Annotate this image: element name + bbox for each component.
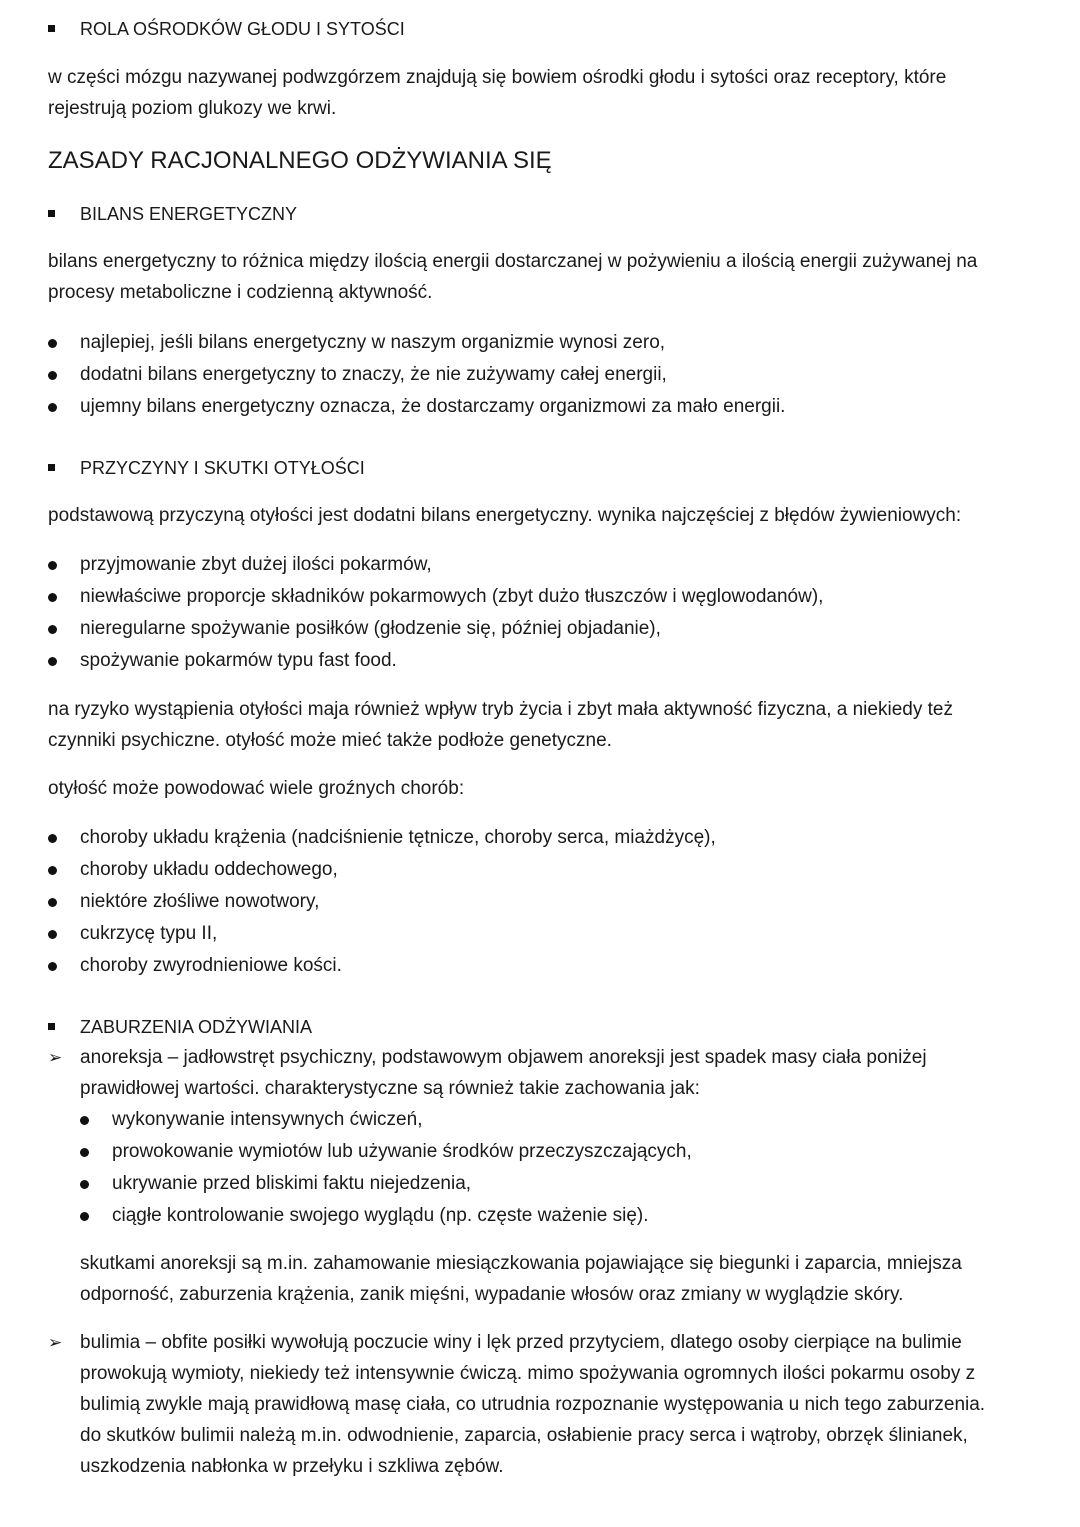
paragraph-line: do skutków bulimii należą m.in. odwodnienie, zaparcia, osłabienie pracy serca i wątroby, obrzęk ślinianek, [80,1425,968,1446]
square-bullet-icon [48,1023,55,1030]
bullet-dot-icon [48,403,57,412]
bullet-dot-icon [48,339,57,348]
bullet-dot-icon [48,962,57,971]
paragraph-line: rejestrują poziom glukozy we krwi. [48,98,337,119]
bullet-dot-icon [80,1212,89,1221]
document-page: ROLA OŚRODKÓW GŁODU I SYTOŚCI w części mózgu nazywanej podwzgórzem znajdują się bowiem ośrodki głodu i sytości oraz receptory, które rejestrują poziom glukozy we krwi. ZASADY RACJONALNEGO ODŻYWIANIA SIĘ BILANS ENERGETYCZNY bilans energetyczny to różnica między ilością energii dostarczanej w pożywieniu a ilością energii zużywanej na procesy metaboliczne i codzienną aktywność. najlepiej, jeśli bilans energetyczny w naszym organizmie wynosi zero, dodatni bilans energetyczny to znaczy, że nie zużywamy całej energii, ujemny bilans energetyczny oznacza, że dostarczamy organizmowi za mało energii. PRZYCZYNY I SKUTKI OTYŁOŚCI podstawową przyczyną otyłości jest dodatni bilans energetyczny. wynika najczęściej z błędów żywieniowych: przyjmowanie zbyt dużej ilości pokarmów, niewłaściwe proporcje składników pokarmowych (zbyt dużo tłuszczów i węglowodanów), nieregularne spożywanie posiłków (głodzenie się, później objadanie), spożywanie pokarmów typu fast food. na ryzyko wystąpienia otyłości maja również wpływ tryb życia i zbyt mała aktywność fizyczna, a niekiedy też czynniki psychiczne. otyłość może mieć także podłoże genetyczne. otyłość może powodować wiele groźnych chorób: choroby układu krążenia (nadciśnienie tętnicze, choroby serca, miażdżycę), choroby układu oddechowego, niektóre złośliwe nowotwory, cukrzycę typu II, choroby zwyrodnieniowe kości. ZABURZENIA ODŻYWIANIA ➢ anoreksja – jadłowstręt psychiczny, podstawowym objawem anoreksji jest spadek masy ciała poniżej prawidłowej wartości. charakterystyczne są również takie zachowania jak: wykonywanie intensywnych ćwiczeń, prowokowanie wymiotów lub używanie środków przeczyszczających, ukrywanie przed bliskimi faktu niejedzenia, ciągłe kontrolowanie swojego wyglądu (np. częste ważenie się). skutkami anoreksji są m.in. zahamowanie miesiączkowania pojawiające się biegunki i zaparcia, mniejsza odporność, zaburzenia krążenia, zanik mięśni, wypadanie włosów oraz zmiany w wyglądzie skóry. ➢ bulimia – obfite posiłki wywołują poczucie winy i lęk przed przytyciem, dlatego osoby cierpiące na bulimie prowokują wymioty, niekiedy też intensywnie ćwiczą. mimo spożywania ogromnych ilości pokarmu osoby z bulimią zwykle mają prawidłową masę ciała, co utrudnia rozpoznanie występowania u nich tego zaburzenia. do skutków bulimii należą m.in. odwodnienie, zaparcia, osłabienie pracy serca i wątroby, obrzęk ślinianek, uszkodzenia nabłonka w przełyku i szkliwa zębów. [48,19,986,1477]
paragraph-line: w części mózgu nazywanej podwzgórzem znajdują się bowiem ośrodki głodu i sytości oraz receptory, które [48,67,947,88]
paragraph-line: prawidłowej wartości. charakterystyczne są również takie zachowania jak: [80,1078,700,1099]
square-bullet-icon [48,25,55,32]
paragraph-line: procesy metaboliczne i codzienną aktywność. [48,282,433,303]
bullet-dot-icon [48,930,57,939]
bullet-dot-icon [48,834,57,843]
bullet-dot-icon [48,657,57,666]
paragraph-line: podstawową przyczyną otyłości jest dodatni bilans energetyczny. wynika najczęściej z błędów żywieniowych: [48,505,962,526]
bullet-dot-icon [48,866,57,875]
paragraph-line: bilans energetyczny to różnica między ilością energii dostarczanej w pożywieniu a ilością energii zużywanej na [48,251,978,272]
paragraph-line: uszkodzenia nabłonka w przełyku i szkliwa zębów. [80,1456,504,1477]
square-bullet-icon [48,210,55,217]
paragraph-line: bulimią zwykle mają prawidłową masę ciała, co utrudnia rozpoznanie występowania u nich tego zaburzenia. [80,1394,986,1415]
arrow-bullet-icon: ➢ [48,1333,63,1352]
bullet-dot-icon [80,1116,89,1125]
bullet-dot-icon [48,561,57,570]
paragraph-line: na ryzyko wystąpienia otyłości maja również wpływ tryb życia i zbyt mała aktywność fizyczna, a niekiedy też [48,699,953,720]
paragraph-line: czynniki psychiczne. otyłość może mieć także podłoże genetyczne. [48,730,612,751]
bullet-dot-icon [48,625,57,634]
paragraph-line: skutkami anoreksji są m.in. zahamowanie miesiączkowania pojawiające się biegunki i zaparcia, mniejsza [80,1253,962,1274]
bullet-dot-icon [48,593,57,602]
page-title: ZASADY RACJONALNEGO ODŻYWIANIA SIĘ [48,147,552,174]
paragraph-line: prowokują wymioty, niekiedy też intensywnie ćwiczą. mimo spożywania ogromnych ilości pokarmu osoby z [80,1363,976,1384]
paragraph-line: odporność, zaburzenia krążenia, zanik mięśni, wypadanie włosów oraz zmiany w wyglądzie skóry. [80,1284,904,1305]
bullet-dot-icon [48,898,57,907]
paragraph-line: otyłość może powodować wiele groźnych chorób: [48,778,465,799]
square-bullet-icon [48,464,55,471]
bullet-dot-icon [80,1148,89,1157]
arrow-bullet-icon: ➢ [48,1048,63,1067]
bullet-dot-icon [48,371,57,380]
bullet-dot-icon [80,1180,89,1189]
